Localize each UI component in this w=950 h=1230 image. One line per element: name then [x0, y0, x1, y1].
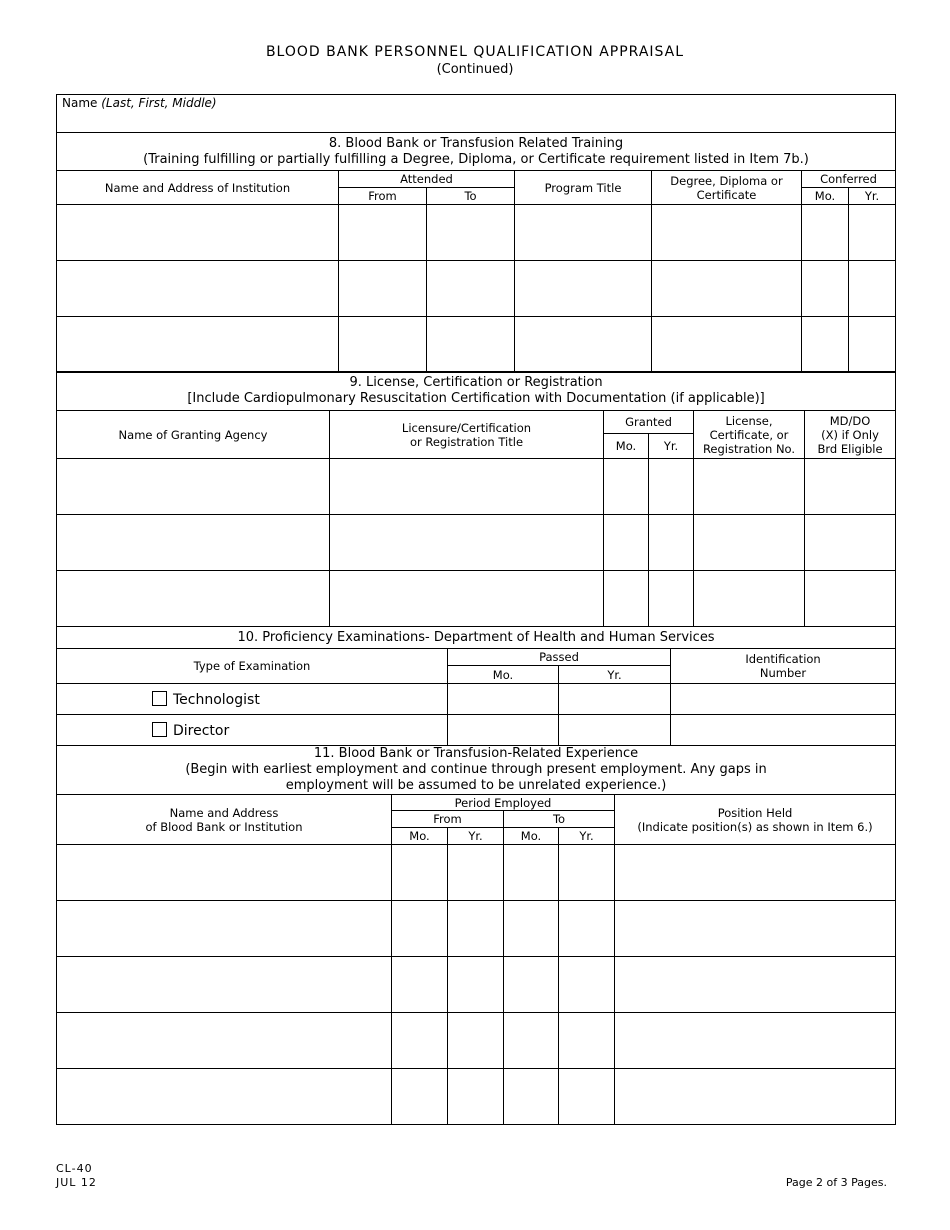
section-8-header — [57, 133, 896, 171]
col-mddo-l1: MD/DO — [829, 413, 871, 428]
col-degree: Degree, Diploma or Certificate — [652, 171, 802, 205]
page-number: Page 2 of 3 Pages. — [785, 1176, 887, 1189]
input-cell[interactable] — [671, 684, 896, 715]
input-cell[interactable] — [805, 571, 896, 627]
col-mddo-l3: Brd Eligible — [817, 441, 883, 456]
input-cell[interactable] — [649, 515, 694, 571]
input-cell[interactable] — [805, 459, 896, 515]
input-cell[interactable] — [330, 459, 604, 515]
input-cell[interactable] — [427, 261, 515, 317]
form-identifier — [56, 1162, 97, 1190]
input-cell[interactable] — [849, 261, 896, 317]
technologist-label: Technologist — [173, 692, 260, 708]
input-cell[interactable] — [604, 459, 649, 515]
input-cell[interactable] — [615, 1013, 896, 1069]
section-8-title: 8. Blood Bank or Transfusion Related Training — [328, 135, 624, 151]
col-granted: Granted — [604, 411, 694, 434]
input-cell[interactable] — [652, 317, 802, 373]
input-cell[interactable] — [649, 459, 694, 515]
col-identification-number — [671, 649, 896, 684]
col-period-to: To — [504, 811, 615, 828]
proficiency-table — [56, 626, 896, 746]
input-cell[interactable] — [392, 1069, 448, 1125]
input-cell[interactable] — [57, 845, 392, 901]
input-cell[interactable] — [57, 515, 330, 571]
input-cell[interactable] — [694, 459, 805, 515]
input-cell[interactable] — [57, 957, 392, 1013]
col-employer-l2: of Blood Bank or Institution — [145, 819, 303, 834]
col-mddo — [805, 411, 896, 459]
input-cell[interactable] — [604, 515, 649, 571]
input-cell[interactable] — [448, 684, 559, 715]
col-registration-no-l2: Certificate, or — [709, 427, 789, 442]
input-cell[interactable] — [849, 317, 896, 373]
input-cell[interactable] — [448, 901, 504, 957]
form-id: CL-40 — [56, 1162, 93, 1175]
section-11-subtitle-l1: (Begin with earliest employment and continue through present employment. Any gaps in — [185, 762, 767, 777]
input-cell[interactable] — [515, 205, 652, 261]
col-from-mo: Mo. — [392, 828, 448, 845]
input-cell[interactable] — [504, 845, 559, 901]
input-cell[interactable] — [427, 317, 515, 373]
form-subtitle: (Continued) — [436, 62, 514, 77]
col-attended: Attended — [339, 171, 515, 188]
col-registration-title — [330, 411, 604, 459]
col-granting-agency: Name of Granting Agency — [57, 411, 330, 459]
col-period-employed: Period Employed — [392, 795, 615, 811]
table-row — [57, 205, 896, 261]
input-cell[interactable] — [57, 571, 330, 627]
col-passed: Passed — [448, 649, 671, 666]
input-cell[interactable] — [330, 571, 604, 627]
col-exam-type: Type of Examination — [57, 649, 448, 684]
table-row — [57, 957, 896, 1013]
input-cell[interactable] — [559, 957, 615, 1013]
name-hint: (Last, First, Middle) — [101, 96, 217, 110]
name-label: Name — [62, 96, 98, 110]
input-cell[interactable] — [652, 205, 802, 261]
col-granted-yr: Yr. — [649, 434, 694, 459]
table-row — [57, 571, 896, 627]
experience-table — [56, 745, 896, 1125]
col-registration-title-l1: Licensure/Certification — [401, 420, 532, 435]
input-cell[interactable] — [448, 715, 559, 746]
section-11-title: 11. Blood Bank or Transfusion-Related Experience — [313, 746, 639, 761]
col-identification-l1: Identification — [745, 652, 821, 666]
input-cell[interactable] — [515, 261, 652, 317]
input-cell[interactable] — [694, 515, 805, 571]
input-cell[interactable] — [448, 957, 504, 1013]
input-cell[interactable] — [392, 957, 448, 1013]
section-9-title: 9. License, Certification or Registration — [349, 375, 603, 390]
table-row — [57, 261, 896, 317]
director-label: Director — [173, 723, 230, 739]
col-registration-no-l3: Registration No. — [702, 441, 796, 456]
col-conferred: Conferred — [802, 171, 896, 188]
input-cell[interactable] — [57, 205, 339, 261]
table-row — [57, 317, 896, 373]
col-to-yr: Yr. — [559, 828, 615, 845]
input-cell[interactable] — [649, 571, 694, 627]
option-director — [57, 715, 448, 746]
option-technologist — [57, 684, 448, 715]
col-registration-no-l1: License, — [725, 413, 773, 428]
input-cell[interactable] — [504, 1069, 559, 1125]
input-cell[interactable] — [427, 205, 515, 261]
col-registration-title-l2: or Registration Title — [409, 434, 524, 449]
section-11-subtitle-l2: employment will be assumed to be unrelated experience.) — [285, 778, 667, 793]
col-passed-mo: Mo. — [448, 666, 559, 684]
section-11-header — [57, 746, 896, 795]
input-cell[interactable] — [504, 901, 559, 957]
input-cell[interactable] — [802, 205, 849, 261]
table-row — [57, 684, 896, 715]
col-position-l1: Position Held — [717, 805, 793, 820]
table-row — [57, 1069, 896, 1125]
input-cell[interactable] — [448, 845, 504, 901]
col-conferred-mo: Mo. — [802, 188, 849, 205]
input-cell[interactable] — [559, 715, 671, 746]
input-cell[interactable] — [448, 1069, 504, 1125]
input-cell[interactable] — [504, 1013, 559, 1069]
input-cell[interactable] — [615, 957, 896, 1013]
col-attended-to: To — [427, 188, 515, 205]
col-to-mo: Mo. — [504, 828, 559, 845]
input-cell[interactable] — [392, 901, 448, 957]
col-employer-l1: Name and Address — [169, 805, 279, 820]
director-checkbox[interactable] — [152, 722, 167, 737]
section-8-subtitle: (Training fulfilling or partially fulfilling a Degree, Diploma, or Certificate requirement listed in Item 7b.) — [143, 151, 809, 167]
name-field[interactable] — [57, 95, 896, 133]
input-cell[interactable] — [57, 1069, 392, 1125]
input-cell[interactable] — [559, 1013, 615, 1069]
input-cell[interactable] — [392, 845, 448, 901]
col-employer — [57, 795, 392, 845]
input-cell[interactable] — [559, 901, 615, 957]
input-cell[interactable] — [57, 901, 392, 957]
input-cell[interactable] — [504, 957, 559, 1013]
input-cell[interactable] — [652, 261, 802, 317]
input-cell[interactable] — [339, 317, 427, 373]
input-cell[interactable] — [615, 901, 896, 957]
col-granted-mo: Mo. — [604, 434, 649, 459]
col-passed-yr: Yr. — [559, 666, 671, 684]
input-cell[interactable] — [57, 1013, 392, 1069]
input-cell[interactable] — [57, 459, 330, 515]
input-cell[interactable] — [604, 571, 649, 627]
input-cell[interactable] — [805, 515, 896, 571]
input-cell[interactable] — [57, 317, 339, 373]
input-cell[interactable] — [339, 205, 427, 261]
form-title: BLOOD BANK PERSONNEL QUALIFICATION APPRAISAL — [265, 44, 685, 60]
col-position-l2: (Indicate position(s) as shown in Item 6.) — [637, 819, 873, 834]
input-cell[interactable] — [339, 261, 427, 317]
input-cell[interactable] — [671, 715, 896, 746]
input-cell[interactable] — [802, 317, 849, 373]
table-row — [57, 459, 896, 515]
input-cell[interactable] — [694, 571, 805, 627]
col-program-title: Program Title — [515, 171, 652, 205]
col-institution: Name and Address of Institution — [57, 171, 339, 205]
col-conferred-yr: Yr. — [849, 188, 896, 205]
input-cell[interactable] — [559, 684, 671, 715]
col-identification-l2: Number — [759, 666, 807, 680]
table-row — [57, 515, 896, 571]
input-cell[interactable] — [392, 1013, 448, 1069]
col-period-from: From — [392, 811, 504, 828]
col-attended-from: From — [339, 188, 427, 205]
section-9-header — [57, 372, 896, 411]
col-mddo-l2: (X) if Only — [821, 427, 879, 442]
technologist-checkbox[interactable] — [152, 691, 167, 706]
section-9-subtitle: [Include Cardiopulmonary Resuscitation Certification with Documentation (if applicable)] — [187, 391, 765, 406]
input-cell[interactable] — [559, 845, 615, 901]
col-registration-no — [694, 411, 805, 459]
input-cell[interactable] — [615, 1069, 896, 1125]
license-table — [56, 371, 896, 627]
input-cell[interactable] — [515, 317, 652, 373]
input-cell[interactable] — [448, 1013, 504, 1069]
col-position-held — [615, 795, 896, 845]
table-row — [57, 1013, 896, 1069]
table-row — [57, 901, 896, 957]
section-10-title: 10. Proficiency Examinations- Department of Health and Human Services — [57, 627, 896, 649]
input-cell[interactable] — [849, 205, 896, 261]
col-from-yr: Yr. — [448, 828, 504, 845]
form-date: JUL 12 — [56, 1176, 97, 1189]
training-table — [56, 94, 896, 373]
table-row — [57, 845, 896, 901]
table-row — [57, 715, 896, 746]
input-cell[interactable] — [57, 261, 339, 317]
input-cell[interactable] — [330, 515, 604, 571]
input-cell[interactable] — [559, 1069, 615, 1125]
input-cell[interactable] — [615, 845, 896, 901]
input-cell[interactable] — [802, 261, 849, 317]
